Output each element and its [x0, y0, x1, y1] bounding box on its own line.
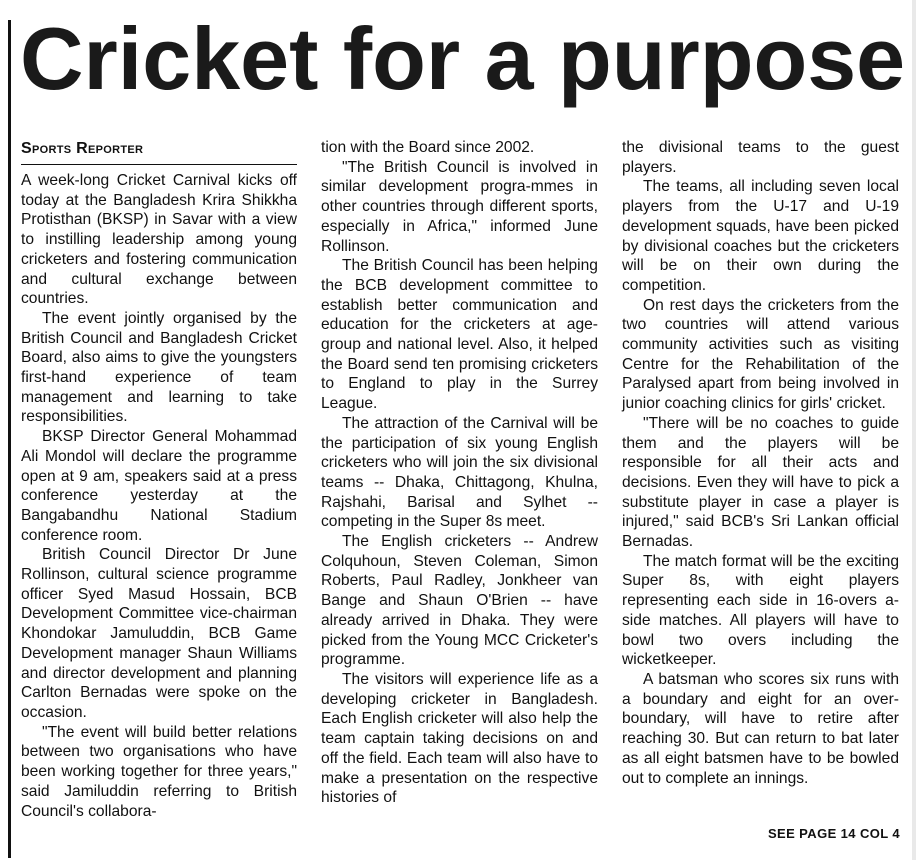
left-column-rule: [8, 20, 11, 858]
paragraph: British Council Director Dr June Rollinson, cultural science programme officer Syed Masud Hossain, BCB Development Committee vice-chairman Khondokar Jamuluddin, BCB Game Development manager Shaun Williams and director development and planning Carlton Bernadas were spoke on the occasion.: [21, 546, 297, 721]
headline: Cricket for a purpose: [20, 9, 906, 108]
paragraph: "The British Council is involved in similar development progra-mmes in other countries through different sports, especially in Africa," informed June Rollinson.: [321, 158, 598, 255]
article-column-3: [622, 138, 899, 788]
byline: Sports Reporter: [21, 138, 297, 165]
paragraph: The match format will be the exciting Super 8s, with eight players representing each side in 16-overs a-side matches. All players will have to bowl two overs including the wicketkeeper.: [622, 552, 899, 669]
article-column-2: [321, 138, 598, 808]
paragraph: The event jointly organised by the British Council and Bangladesh Cricket Board, also aims to give the youngsters first-hand experience of team management and learning to take responsibilities.: [21, 309, 297, 426]
paragraph: The teams, all including seven local players from the U-17 and U-19 development squads, have been picked by divisional coaches but the cricketers will be on their own during the competition.: [622, 178, 899, 294]
paragraph: BKSP Director General Mohammad Ali Mondol will declare the programme open at 9 am, speakers said at a press conference yesterday at the Bangabandhu National Stadium conference room.: [21, 428, 297, 544]
paragraph: "The event will build better relations between two organisations who have been working together for three years," said Jamiluddin referring to British Council's collabora-: [21, 723, 297, 820]
paragraph-continued: the divisional teams to the guest players.: [622, 139, 899, 176]
paragraph: The visitors will experience life as a developing cricketer in Bangladesh. Each English cricketer will also help the team captain taking decisions on and off the field. Each team will also have to make a presentation on the respective histories of: [321, 670, 598, 807]
article-column-1: [21, 138, 297, 821]
paragraph: On rest days the cricketers from the two countries will attend various community activities such as visiting Centre for the Rehabilitation of the Paralysed apart from being involved in junior coaching clinics for girls' cricket.: [622, 296, 899, 413]
paragraph: A batsman who scores six runs with a boundary and eight for an over-boundary, will have to retire after reaching 30. But can return to bat later as all eight batsmen have to be bowled out to complete an innings.: [622, 670, 899, 787]
continuation-jump-line: SEE PAGE 14 COL 4: [767, 826, 900, 841]
paragraph-continued: tion with the Board since 2002.: [321, 139, 535, 156]
paragraph: "There will be no coaches to guide them and the players will be responsible for all their acts and decisions. Even they will have to pick a substitute player in case a player is injured," said BCB's Sri Lankan official Bernadas.: [622, 414, 899, 551]
paragraph: The British Council has been helping the BCB development committee to establish better communication and education for the cricketers at age-group and national level. Also, it helped the Board send ten promising cricketers to England to play in the Surrey League.: [321, 257, 598, 413]
paragraph: The attraction of the Carnival will be the participation of six young English cricketers who will join the six divisional teams -- Dhaka, Chittagong, Khulna, Rajshahi, Barisal and Sylhet -- competing in the Super 8s meet.: [321, 414, 598, 531]
paragraph: A week-long Cricket Carnival kicks off today at the Bangladesh Krira Shikkha Protisthan (BKSP) in Savar with a view to instilling leadership among young cricketers and fostering communication and cultural exchange between countries.: [21, 172, 297, 308]
page-edge: [912, 0, 916, 860]
paragraph: The English cricketers -- Andrew Colquhoun, Steven Coleman, Simon Roberts, Paul Radley, Jonkheer van Bange and Shaun O'Brien -- have already arrived in Dhaka. They were picked from the Young MCC Cricketer's programme.: [321, 533, 598, 669]
